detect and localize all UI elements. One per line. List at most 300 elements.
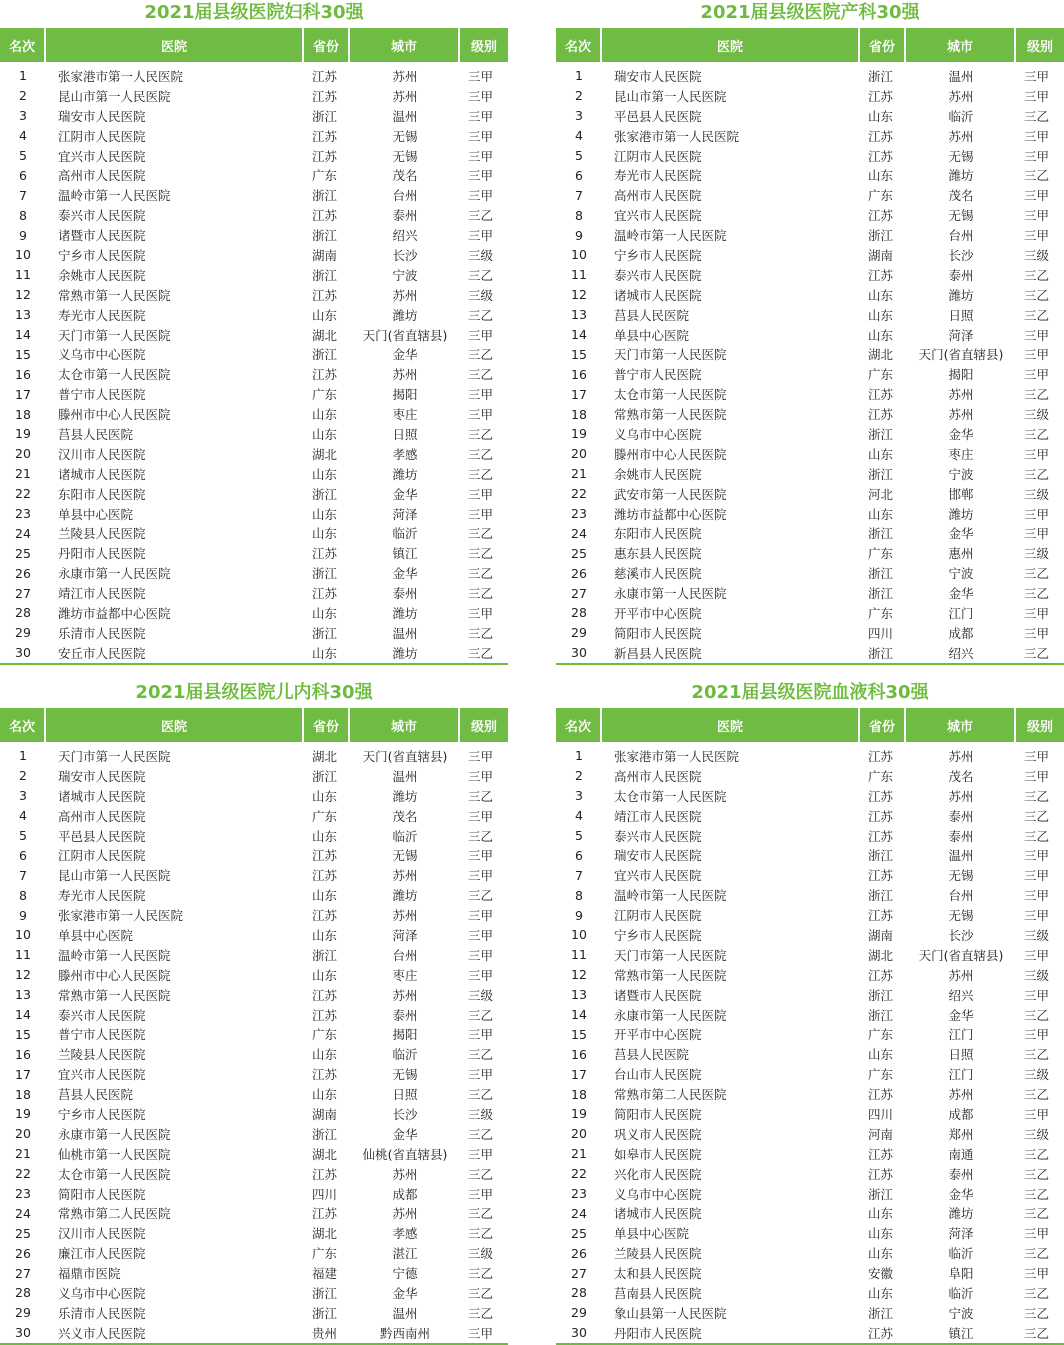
- rank-cell: 29: [15, 1305, 31, 1321]
- hospital-cell: 宜兴市人民医院: [58, 148, 146, 164]
- level-cell: 三级: [1024, 247, 1050, 263]
- city-cell: 长沙: [392, 1106, 418, 1122]
- province-cell: 山东: [312, 426, 338, 442]
- level-cell: 三乙: [468, 1166, 494, 1182]
- hospital-cell: 宜兴市人民医院: [614, 868, 702, 884]
- hospital-cell: 简阳市人民医院: [614, 625, 702, 641]
- rank-cell: 2: [575, 768, 583, 784]
- hospital-cell: 太仓市第一人民医院: [614, 788, 727, 804]
- table-row: [556, 746, 1064, 766]
- city-cell: 长沙: [948, 247, 974, 263]
- rank-cell: 7: [575, 867, 583, 883]
- level-cell: 三甲: [468, 848, 494, 864]
- level-cell: 三乙: [1024, 108, 1050, 124]
- city-cell: 潍坊: [948, 506, 974, 522]
- province-cell: 山东: [312, 888, 338, 904]
- hospital-cell: 张家港市第一人民医院: [614, 128, 740, 144]
- rank-cell: 6: [19, 847, 27, 863]
- province-cell: 江苏: [868, 967, 894, 983]
- province-cell: 山东: [868, 307, 894, 323]
- hospital-cell: 高州市人民医院: [614, 188, 702, 204]
- rank-cell: 4: [575, 128, 583, 144]
- level-cell: 三乙: [468, 1047, 494, 1063]
- rank-cell: 4: [19, 128, 27, 144]
- hospital-cell: 单县中心医院: [614, 1226, 690, 1242]
- rank-cell: 12: [571, 967, 587, 983]
- level-cell: 三乙: [1024, 1285, 1050, 1301]
- city-cell: 温州: [392, 625, 418, 641]
- level-cell: 三甲: [1024, 526, 1050, 542]
- level-cell: 三级: [1024, 967, 1050, 983]
- province-cell: 浙江: [312, 1126, 338, 1142]
- rank-cell: 5: [19, 828, 27, 843]
- city-cell: 潍坊: [392, 307, 418, 323]
- province-cell: 江苏: [868, 267, 894, 283]
- city-cell: 苏州: [392, 1206, 418, 1222]
- hospital-cell: 常熟市第一人民医院: [614, 407, 727, 423]
- rank-cell: 9: [575, 907, 583, 923]
- city-cell: 金华: [948, 1007, 974, 1023]
- table-row: [556, 643, 1064, 663]
- table-row: [556, 985, 1064, 1005]
- hospital-cell: 诸城市人民医院: [58, 466, 146, 482]
- level-cell: 三甲: [468, 188, 494, 204]
- province-cell: 湖北: [868, 947, 894, 963]
- province-cell: 山东: [312, 506, 338, 522]
- table-row: [556, 66, 1064, 86]
- hospital-cell: 江阴市人民医院: [58, 128, 146, 144]
- table-body: [0, 746, 508, 1345]
- level-cell: 三乙: [1024, 645, 1050, 661]
- table-row: [556, 603, 1064, 623]
- city-cell: 枣庄: [392, 407, 418, 423]
- level-cell: 三甲: [1024, 327, 1050, 343]
- province-cell: 山东: [868, 1226, 894, 1242]
- hospital-cell: 诸暨市人民医院: [614, 987, 702, 1003]
- city-cell: 菏泽: [392, 506, 418, 522]
- col-rank: 名次: [556, 28, 602, 62]
- city-cell: 宁波: [948, 1305, 974, 1321]
- rank-cell: 13: [571, 307, 587, 323]
- rank-cell: 25: [571, 545, 587, 561]
- hospital-cell: 潍坊市益都中心医院: [58, 605, 171, 621]
- level-cell: 三甲: [468, 387, 494, 403]
- hospital-cell: 常熟市第一人民医院: [614, 967, 727, 983]
- level-cell: 三甲: [468, 108, 494, 124]
- hospital-cell: 兰陵县人民医院: [614, 1246, 702, 1262]
- level-cell: 三甲: [468, 1067, 494, 1083]
- hospital-cell: 永康市第一人民医院: [58, 1126, 171, 1142]
- table-row: [0, 1263, 508, 1283]
- rank-cell: 26: [571, 1245, 587, 1261]
- city-cell: 无锡: [392, 848, 418, 864]
- hospital-cell: 瑞安市人民医院: [614, 68, 702, 84]
- province-cell: 广东: [868, 1067, 894, 1083]
- level-cell: 三乙: [1024, 788, 1050, 804]
- level-cell: 三乙: [468, 347, 494, 363]
- hospital-cell: 宜兴市人民医院: [58, 1067, 146, 1083]
- city-cell: 金华: [948, 426, 974, 442]
- city-cell: 江门: [948, 1067, 974, 1083]
- city-cell: 临沂: [392, 1047, 418, 1063]
- province-cell: 湖北: [312, 327, 338, 343]
- table-row: [556, 1243, 1064, 1263]
- rank-cell: 3: [575, 788, 583, 804]
- city-cell: 金华: [948, 586, 974, 602]
- hospital-cell: 高州市人民医院: [58, 808, 146, 824]
- table-row: [0, 1084, 508, 1104]
- table-row: [0, 245, 508, 265]
- rank-cell: 25: [15, 545, 31, 561]
- table-title: 2021届县级医院妇科30强: [144, 2, 364, 23]
- col-hospital: 医院: [602, 708, 860, 742]
- city-cell: 金华: [948, 1186, 974, 1202]
- level-cell: 三乙: [468, 1087, 494, 1103]
- table-row: [0, 464, 508, 484]
- level-cell: 三甲: [1024, 1106, 1050, 1122]
- col-city: 城市: [906, 28, 1016, 62]
- level-cell: 三甲: [1024, 367, 1050, 383]
- hospital-cell: 张家港市第一人民医院: [58, 908, 184, 924]
- table-row: [0, 325, 508, 345]
- level-cell: 三乙: [1024, 566, 1050, 582]
- level-cell: 三乙: [1024, 168, 1050, 184]
- hospital-cell: 丹阳市人民医院: [614, 1325, 702, 1341]
- rank-cell: 13: [15, 307, 31, 323]
- rank-cell: 13: [571, 987, 587, 1003]
- table-title: 2021届县级医院产科30强: [700, 2, 920, 23]
- hospital-cell: 寿光市人民医院: [58, 307, 146, 323]
- province-cell: 浙江: [868, 645, 894, 661]
- table-row: [0, 623, 508, 643]
- rank-cell: 30: [571, 1325, 587, 1341]
- level-cell: 三乙: [468, 466, 494, 482]
- province-cell: 山东: [868, 446, 894, 462]
- rank-cell: 21: [15, 1146, 31, 1162]
- province-cell: 江苏: [312, 546, 338, 562]
- city-cell: 金华: [392, 1285, 418, 1301]
- province-cell: 山东: [868, 108, 894, 124]
- city-cell: 枣庄: [948, 446, 974, 462]
- hospital-cell: 天门市第一人民医院: [614, 347, 727, 363]
- province-cell: 湖北: [312, 1146, 338, 1162]
- hospital-cell: 太仓市第一人民医院: [614, 387, 727, 403]
- city-cell: 菏泽: [948, 1226, 974, 1242]
- hospital-cell: 常熟市第二人民医院: [58, 1206, 171, 1222]
- table-row: [556, 563, 1064, 583]
- province-cell: 江苏: [312, 908, 338, 924]
- rank-cell: 11: [15, 267, 31, 283]
- hospital-cell: 张家港市第一人民医院: [58, 68, 184, 84]
- province-cell: 山东: [312, 788, 338, 804]
- hospital-cell: 汉川市人民医院: [58, 1226, 146, 1242]
- table-row: [556, 1184, 1064, 1204]
- rank-cell: 7: [575, 187, 583, 203]
- rank-cell: 6: [575, 847, 583, 863]
- hospital-cell: 普宁市人民医院: [58, 1027, 146, 1043]
- city-cell: 泰州: [948, 828, 974, 844]
- hospital-cell: 开平市中心医院: [614, 1027, 702, 1043]
- rank-cell: 8: [19, 207, 27, 223]
- table-row: [0, 384, 508, 404]
- city-cell: 无锡: [948, 148, 974, 164]
- hospital-cell: 泰兴市人民医院: [614, 267, 702, 283]
- level-cell: 三乙: [468, 828, 494, 844]
- table-row: [556, 1064, 1064, 1084]
- hospital-cell: 开平市中心医院: [614, 605, 702, 621]
- hospital-cell: 常熟市第一人民医院: [58, 987, 171, 1003]
- rank-cell: 23: [15, 1186, 31, 1202]
- table-row: [0, 404, 508, 424]
- rank-cell: 20: [571, 446, 587, 462]
- rank-cell: 15: [571, 1026, 587, 1042]
- city-cell: 苏州: [392, 1166, 418, 1182]
- hospital-cell: 常熟市第一人民医院: [58, 287, 171, 303]
- rank-cell: 22: [571, 486, 587, 502]
- table-row: [0, 484, 508, 504]
- level-cell: 三乙: [1024, 466, 1050, 482]
- table-row: [0, 265, 508, 285]
- level-cell: 三甲: [1024, 748, 1050, 764]
- hospital-cell: 太和县人民医院: [614, 1266, 702, 1282]
- city-cell: 镇江: [392, 546, 418, 562]
- hospital-cell: 普宁市人民医院: [614, 367, 702, 383]
- rank-cell: 16: [15, 1046, 31, 1062]
- rank-cell: 5: [575, 828, 583, 843]
- city-cell: 长沙: [392, 247, 418, 263]
- col-province: 省份: [860, 28, 906, 62]
- rank-cell: 27: [571, 585, 587, 601]
- level-cell: 三级: [1024, 486, 1050, 502]
- rank-cell: 14: [571, 1007, 587, 1023]
- level-cell: 三乙: [468, 526, 494, 542]
- province-cell: 山东: [868, 1285, 894, 1301]
- province-cell: 广东: [868, 188, 894, 204]
- rank-cell: 21: [571, 466, 587, 482]
- table-header: [556, 28, 1064, 62]
- hospital-cell: 太仓市第一人民医院: [58, 367, 171, 383]
- table-row: [0, 543, 508, 563]
- level-cell: 三甲: [468, 88, 494, 104]
- table-row: [0, 344, 508, 364]
- city-cell: 茂名: [948, 188, 974, 204]
- table-row: [0, 205, 508, 225]
- level-cell: 三甲: [1024, 908, 1050, 924]
- level-cell: 三乙: [468, 1266, 494, 1282]
- hospital-cell: 天门市第一人民医院: [614, 947, 727, 963]
- rank-cell: 20: [15, 1126, 31, 1142]
- hospital-cell: 永康市第一人民医院: [614, 1007, 727, 1023]
- city-cell: 绍兴: [948, 645, 974, 661]
- col-rank: 名次: [556, 708, 602, 742]
- province-cell: 浙江: [868, 1186, 894, 1202]
- rank-cell: 30: [15, 645, 31, 661]
- level-cell: 三级: [1024, 927, 1050, 943]
- province-cell: 江苏: [868, 407, 894, 423]
- province-cell: 浙江: [312, 267, 338, 283]
- level-cell: 三甲: [1024, 188, 1050, 204]
- rank-cell: 14: [15, 1007, 31, 1023]
- rank-cell: 19: [15, 1106, 31, 1122]
- table-row: [556, 766, 1064, 786]
- level-cell: 三乙: [468, 586, 494, 602]
- level-cell: 三甲: [468, 228, 494, 244]
- level-cell: 三乙: [468, 1305, 494, 1321]
- city-cell: 枣庄: [392, 967, 418, 983]
- table-row: [0, 1104, 508, 1124]
- level-cell: 三乙: [468, 446, 494, 462]
- level-cell: 三甲: [468, 808, 494, 824]
- rank-cell: 17: [571, 386, 587, 402]
- table-row: [0, 945, 508, 965]
- province-cell: 山东: [868, 168, 894, 184]
- city-cell: 无锡: [948, 208, 974, 224]
- rank-cell: 10: [15, 247, 31, 263]
- city-cell: 苏州: [948, 387, 974, 403]
- hospital-cell: 单县中心医院: [58, 506, 134, 522]
- hospital-cell: 江阴市人民医院: [614, 908, 702, 924]
- level-cell: 三甲: [1024, 1266, 1050, 1282]
- table-row: [556, 945, 1064, 965]
- table-row: [556, 265, 1064, 285]
- table-row: [0, 1044, 508, 1064]
- province-cell: 江苏: [312, 287, 338, 303]
- city-cell: 宁德: [392, 1266, 418, 1282]
- city-cell: 苏州: [392, 908, 418, 924]
- rank-cell: 14: [571, 327, 587, 343]
- level-cell: 三甲: [468, 486, 494, 502]
- hospital-cell: 昆山市第一人民医院: [614, 88, 727, 104]
- level-cell: 三甲: [468, 148, 494, 164]
- table-row: [556, 325, 1064, 345]
- level-cell: 三乙: [468, 788, 494, 804]
- hospital-cell: 新昌县人民医院: [614, 645, 702, 661]
- city-cell: 茂名: [948, 768, 974, 784]
- rank-cell: 15: [15, 1026, 31, 1042]
- table-row: [0, 965, 508, 985]
- province-cell: 江苏: [868, 88, 894, 104]
- hospital-cell: 平邑县人民医院: [614, 108, 702, 124]
- province-cell: 江苏: [868, 208, 894, 224]
- table-row: [556, 1203, 1064, 1223]
- province-cell: 四川: [312, 1186, 338, 1202]
- table-row: [556, 285, 1064, 305]
- table-header: [0, 28, 508, 62]
- table-row: [556, 965, 1064, 985]
- level-cell: 三甲: [468, 768, 494, 784]
- level-cell: 三乙: [1024, 1206, 1050, 1222]
- city-cell: 天门(省直辖县): [918, 347, 1004, 363]
- province-cell: 山东: [868, 327, 894, 343]
- table-row: [556, 885, 1064, 905]
- province-cell: 四川: [868, 1106, 894, 1122]
- table-row: [0, 146, 508, 166]
- table-row: [0, 86, 508, 106]
- hospital-cell: 潍坊市益都中心医院: [614, 506, 727, 522]
- level-cell: 三乙: [468, 1126, 494, 1142]
- table-row: [0, 106, 508, 126]
- table-row: [0, 603, 508, 623]
- rank-cell: 29: [15, 625, 31, 641]
- province-cell: 广东: [868, 367, 894, 383]
- level-cell: 三乙: [1024, 1325, 1050, 1341]
- level-cell: 三乙: [1024, 1186, 1050, 1202]
- hospital-cell: 宁乡市人民医院: [58, 247, 146, 263]
- province-cell: 江苏: [868, 908, 894, 924]
- province-cell: 四川: [868, 625, 894, 641]
- province-cell: 湖北: [868, 347, 894, 363]
- city-cell: 邯郸: [948, 486, 974, 502]
- level-cell: 三甲: [468, 506, 494, 522]
- col-rank: 名次: [0, 708, 46, 742]
- table-row: [556, 623, 1064, 643]
- hospital-cell: 乐清市人民医院: [58, 1305, 146, 1321]
- table-row: [0, 925, 508, 945]
- table-row: [0, 806, 508, 826]
- city-cell: 温州: [948, 68, 974, 84]
- rank-cell: 2: [19, 768, 27, 784]
- hospital-cell: 汉川市人民医院: [58, 446, 146, 462]
- city-cell: 绍兴: [948, 987, 974, 1003]
- table-row: [0, 563, 508, 583]
- province-cell: 广东: [312, 387, 338, 403]
- level-cell: 三甲: [468, 1146, 494, 1162]
- rank-cell: 16: [571, 1046, 587, 1062]
- table-row: [556, 583, 1064, 603]
- level-cell: 三甲: [1024, 947, 1050, 963]
- level-cell: 三乙: [468, 267, 494, 283]
- table-row: [556, 1005, 1064, 1025]
- table-row: [556, 444, 1064, 464]
- rank-cell: 26: [15, 565, 31, 581]
- table-row: [0, 285, 508, 305]
- province-cell: 河北: [868, 486, 894, 502]
- rank-cell: 18: [571, 406, 587, 422]
- province-cell: 江苏: [312, 367, 338, 383]
- level-cell: 三甲: [1024, 128, 1050, 144]
- rank-cell: 7: [19, 867, 27, 883]
- province-cell: 江苏: [868, 148, 894, 164]
- province-cell: 福建: [312, 1266, 338, 1282]
- table-row: [0, 985, 508, 1005]
- province-cell: 江苏: [868, 1146, 894, 1162]
- hospital-cell: 仙桃市第一人民医院: [58, 1146, 171, 1162]
- hospital-cell: 寿光市人民医院: [614, 168, 702, 184]
- rank-cell: 30: [15, 1325, 31, 1341]
- level-cell: 三乙: [468, 1206, 494, 1222]
- city-cell: 台州: [948, 228, 974, 244]
- city-cell: 泰州: [392, 586, 418, 602]
- level-cell: 三乙: [1024, 1047, 1050, 1063]
- rank-cell: 1: [19, 68, 27, 84]
- hospital-cell: 温岭市第一人民医院: [614, 888, 727, 904]
- province-cell: 山东: [312, 1087, 338, 1103]
- province-cell: 江苏: [868, 1325, 894, 1341]
- province-cell: 江苏: [312, 1007, 338, 1023]
- table-row: [0, 364, 508, 384]
- table-row: [0, 165, 508, 185]
- hospital-cell: 义乌市中心医院: [58, 1285, 146, 1301]
- rank-cell: 10: [571, 247, 587, 263]
- city-cell: 苏州: [948, 88, 974, 104]
- city-cell: 金华: [392, 347, 418, 363]
- hospital-cell: 江阴市人民医院: [58, 848, 146, 864]
- rank-cell: 18: [15, 406, 31, 422]
- table-row: [0, 643, 508, 663]
- level-cell: 三乙: [1024, 1166, 1050, 1182]
- hospital-cell: 张家港市第一人民医院: [614, 748, 740, 764]
- hospital-cell: 江阴市人民医院: [614, 148, 702, 164]
